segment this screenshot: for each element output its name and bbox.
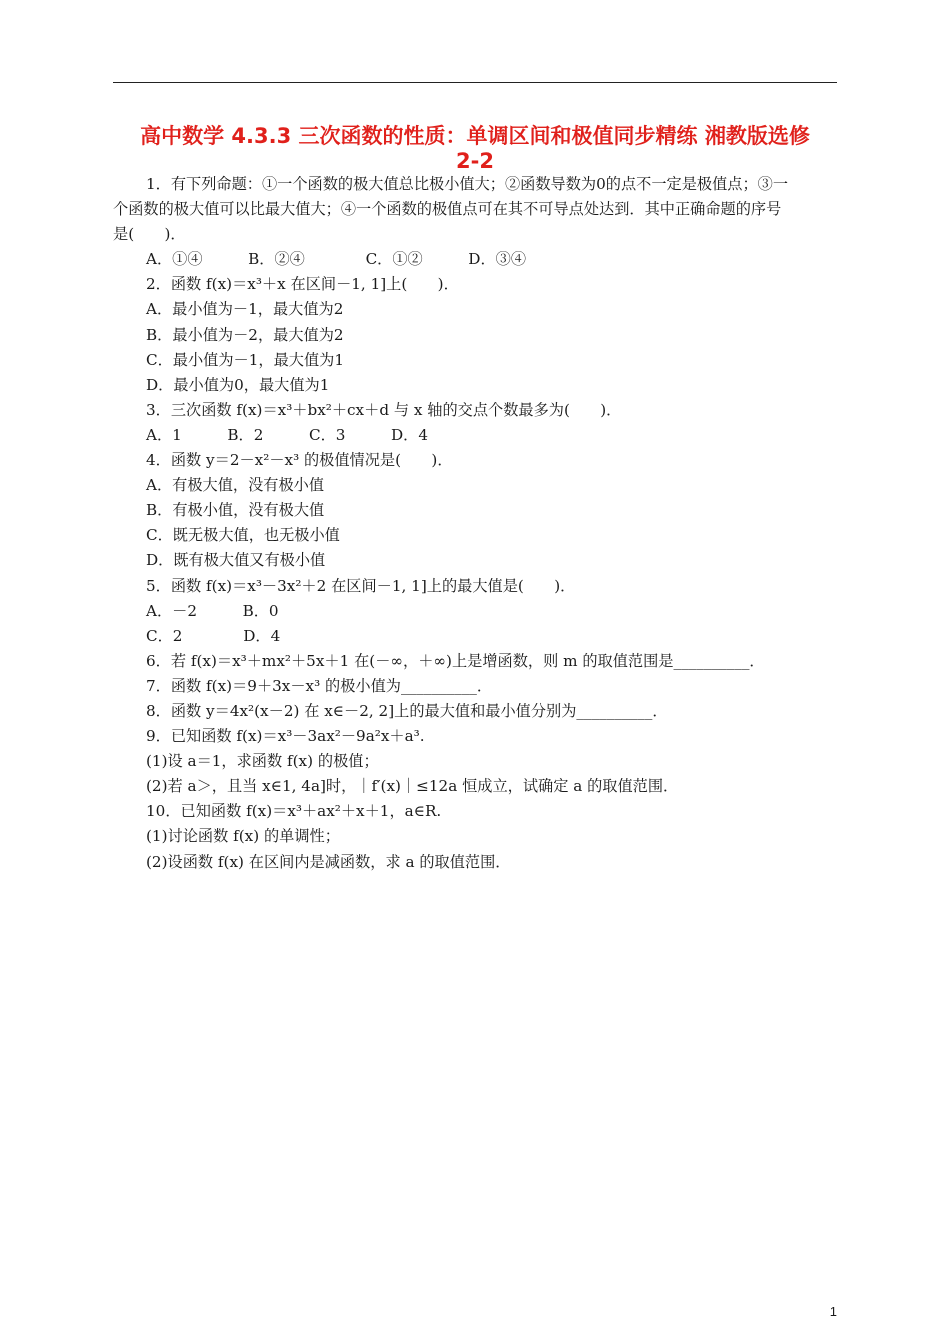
text-line: 是( )． bbox=[113, 225, 186, 244]
text-line: 10．已知函数 f(x)＝x³＋ax²＋x＋1，a∈R. bbox=[146, 802, 442, 821]
title-line-2: 2-2 bbox=[456, 149, 494, 173]
title-line-1: 高中数学 4.3.3 三次函数的性质：单调区间和极值同步精练 湘教版选修 bbox=[140, 124, 810, 148]
text-line: D．既有极大值又有极小值 bbox=[146, 551, 326, 570]
text-line: A．①④ B．②④ C．①② D．③④ bbox=[146, 250, 527, 269]
text-line: 个函数的极大值可以比最大值大；④一个函数的极值点可在其不可导点处达到．其中正确命题的序号 bbox=[113, 200, 782, 219]
text-line: 7．函数 f(x)＝9＋3x－x³ 的极小值为__________． bbox=[146, 676, 493, 695]
text-line: (1)讨论函数 f(x) 的单调性； bbox=[146, 827, 340, 846]
text-line: 8．函数 y＝4x²(x－2) 在 x∈－2, 2]上的最大值和最小值分别为__________． bbox=[146, 701, 668, 720]
document-title bbox=[113, 124, 837, 174]
text-line: 1．有下列命题：①一个函数的极大值总比极小值大；②函数导数为0的点不一定是极值点；③一 bbox=[146, 175, 789, 193]
text-line: 4．函数 y＝2－x²－x³ 的极值情况是( )． bbox=[146, 451, 453, 470]
text-line: B．最小值为－2，最大值为2 bbox=[146, 325, 344, 344]
text-line: 9．已知函数 f(x)＝x³－3ax²－9a²x＋a³. bbox=[146, 727, 425, 746]
text-line: C．2 D．4 bbox=[146, 626, 281, 645]
text-line: B．有极小值，没有极大值 bbox=[146, 501, 325, 520]
document-body bbox=[113, 172, 837, 875]
text-line: C．既无极大值，也无极小值 bbox=[146, 526, 340, 545]
text-line: (2)若 a＞，且当 x∈1, 4a]时，｜f′(x)｜≤12a 恒成立，试确定 a 的取值范围． bbox=[146, 777, 679, 796]
text-line: 3．三次函数 f(x)＝x³＋bx²＋cx＋d 与 x 轴的交点个数最多为( )． bbox=[146, 400, 622, 419]
text-line: (1)设 a＝1，求函数 f(x) 的极值； bbox=[146, 752, 379, 771]
text-line: 6．若 f(x)＝x³＋mx²＋5x＋1 在(－∞，＋∞)上是增函数，则 m 的取值范围是__________． bbox=[146, 651, 765, 670]
text-line: C．最小值为－1，最大值为1 bbox=[146, 350, 345, 369]
header-rule bbox=[113, 82, 837, 83]
text-line: D．最小值为0，最大值为1 bbox=[146, 375, 330, 394]
text-line: 5．函数 f(x)＝x³－3x²＋2 在区间－1, 1]上的最大值是( )． bbox=[146, 576, 576, 595]
text-line: A．有极大值，没有极小值 bbox=[146, 476, 325, 495]
page-number: 1 bbox=[829, 1304, 837, 1319]
text-line: A．1 B．2 C．3 D．4 bbox=[146, 425, 429, 444]
text-line: A．－2 B．0 bbox=[146, 601, 279, 620]
text-line: (2)设函数 f(x) 在区间内是减函数，求 a 的取值范围． bbox=[146, 852, 511, 871]
text-line: A．最小值为－1，最大值为2 bbox=[146, 300, 344, 319]
text-line: 2．函数 f(x)＝x³＋x 在区间－1, 1]上( )． bbox=[146, 275, 459, 294]
